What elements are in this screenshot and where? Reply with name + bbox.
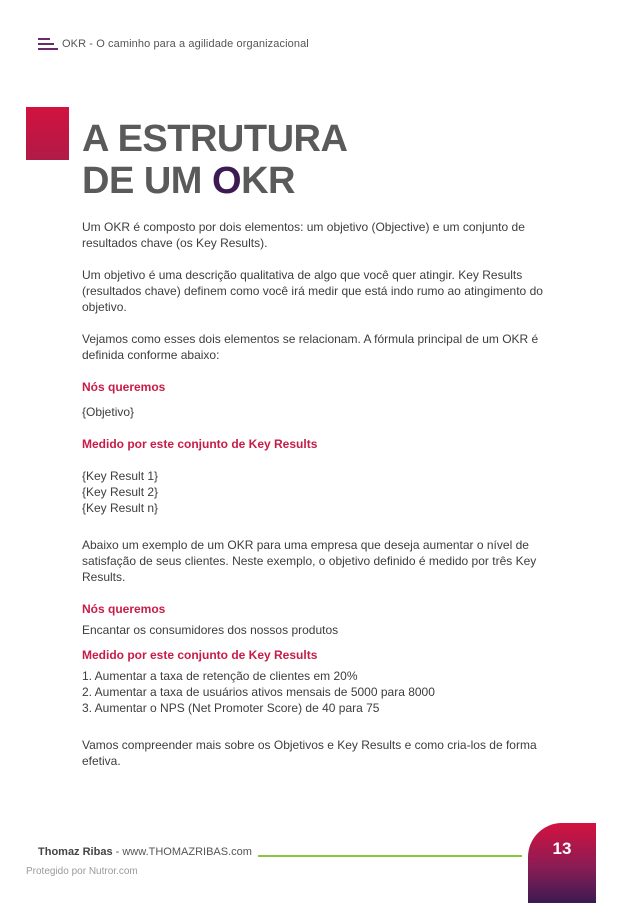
paragraph-3: Vejamos como esses dois elementos se relacionam. A fórmula principal de um OKR é definida conforme abaixo: [82,332,539,362]
page-title [82,118,347,202]
kr-placeholder-1: {Key Result 1} [82,469,159,483]
objective-placeholder: {Objetivo} [82,405,135,419]
title-line-2-suffix: KR [241,160,295,202]
label-measured-2: Medido por este conjunto de Key Results [82,648,318,662]
body-content [82,219,562,769]
paragraph-5: Vamos compreender mais sobre os Objetivos e Key Results e como cria-los de forma efetiva. [82,738,537,768]
kr-placeholder-3: {Key Result n} [82,501,159,515]
kr-placeholder-2: {Key Result 2} [82,485,159,499]
example-kr-2: 2. Aumentar a taxa de usuários ativos mensais de 5000 para 8000 [82,685,435,699]
header-title: OKR - O caminho para a agilidade organizacional [62,38,309,50]
paragraph-1: Um OKR é composto por dois elementos: um objetivo (Objective) e um conjunto de resultados chave (os Key Results). [82,220,525,250]
example-kr-3: 3. Aumentar o NPS (Net Promoter Score) de 40 para 75 [82,701,380,715]
footer-author: Thomaz Ribas [38,846,113,858]
footer-credit [38,846,252,858]
page-header [38,36,309,52]
footer-divider-line [258,855,522,857]
page-number: 13 [552,839,572,858]
paragraph-4: Abaixo um exemplo de um OKR para uma empresa que deseja aumentar o nível de satisfação de seus clientes. Neste exemplo, o objetivo definido é medido por três Key Results. [82,538,537,584]
label-measured-1: Medido por este conjunto de Key Results [82,437,318,451]
title-accent-block [26,107,69,160]
label-we-want-1: Nós queremos [82,380,166,394]
title-line-1: A ESTRUTURA [82,118,348,160]
menu-lines-icon [38,38,58,50]
page-number-badge [528,823,596,903]
title-line-2-o: O [212,160,242,202]
label-we-want-2: Nós queremos [82,602,166,616]
footer-website[interactable]: www.THOMAZRIBAS.com [122,846,252,858]
paragraph-2: Um objetivo é uma descrição qualitativa de algo que você quer atingir. Key Results (resultados chave) definem como você irá medir que está indo rumo ao atingimento do objetivo. [82,268,543,314]
example-kr-1: 1. Aumentar a taxa de retenção de clientes em 20% [82,669,358,683]
example-objective: Encantar os consumidores dos nossos produtos [82,623,339,637]
watermark-text: Protegido por Nutror.com [26,866,138,877]
footer-separator: - [112,846,123,858]
title-line-2-prefix: DE UM [82,160,212,202]
